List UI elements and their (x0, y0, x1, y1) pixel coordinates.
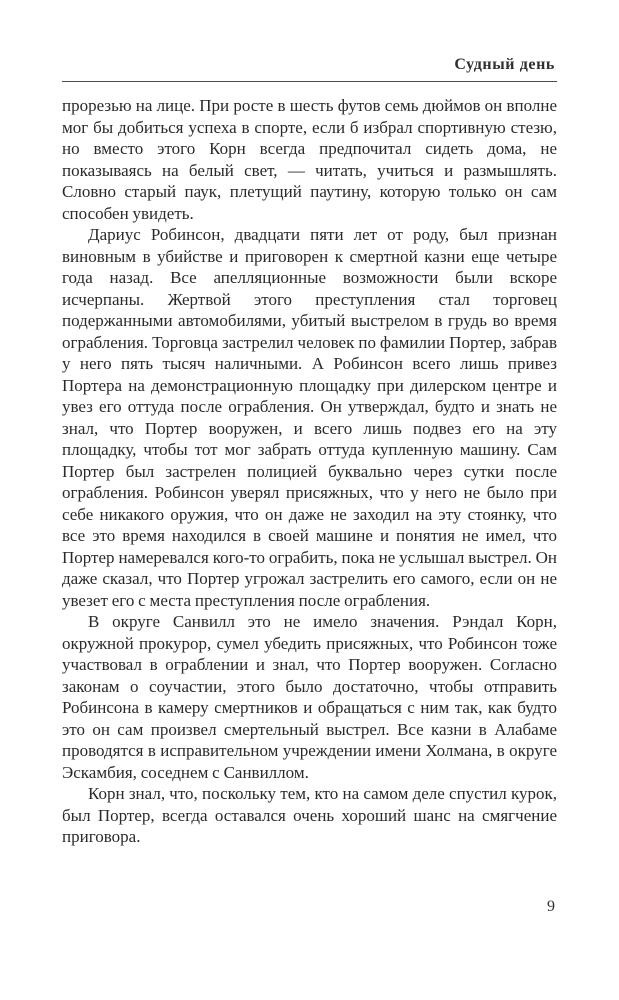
paragraph: Корн знал, что, поскольку тем, кто на самом деле спустил курок, был Портер, всегда оставался очень хороший шанс на смягчение приговора. (62, 784, 557, 846)
paragraph-continuation: прорезью на лице. При росте в шесть футов семь дюймов он вполне мог бы добиться успеха в спорте, если б избрал спортивную стезю, но вместо этого Корн всегда предпочитал сидеть дома, не показываясь на белый свет, — читать, учиться и размышлять. Словно старый паук, плетущий паутину, которую только он сам способен увидеть. (62, 96, 557, 223)
page-body (62, 95, 557, 848)
header-rule (62, 81, 557, 82)
paragraph: В округе Санвилл это не имело значения. Рэндал Корн, окружной прокурор, сумел убедить присяжных, что Робинсон тоже участвовал в ограблении и знал, что Портер вооружен. Согласно законам о соучастии, этого было достаточно, чтобы отправить Робинсона в камеру смертников и обращаться с ним так, как будто это он сам произвел смертельный выстрел. Все казни в Алабаме проводятся в исправительном учреждении имени Холмана, в округе Эскамбия, соседнем с Санвиллом. (62, 612, 557, 782)
paragraph: Дариус Робинсон, двадцати пяти лет от роду, был признан виновным в убийстве и приговорен к смертной казни еще четыре года назад. Все апелляционные возможности были вскоре исчерпаны. Жертвой этого преступления стал торговец подержанными автомобилями, убитый выстрелом в грудь во время ограбления. Торговца застрелил человек по фамилии Портер, забрав у него пять тысяч наличными. А Робинсон всего лишь привез Портера на демонстрационную площадку при дилерском центре и увез его оттуда после ограбления. Он утверждал, будто и знать не знал, что Портер вооружен, и всего лишь подвез его на эту площадку, чтобы тот мог забрать оттуда купленную машину. Сам Портер был застрелен полицией буквально через сутки после ограбления. Робинсон уверял присяжных, что у него не было при себе никакого оружия, что он даже не заходил на эту стоянку, что все это время находился в своей машине и понятия не имел, что Портер намеревался кого-то ограбить, пока не услышал выстрел. Он даже сказал, что Портер угрожал застрелить его самого, если он не увезет его с места преступления после ограбления. (62, 225, 557, 610)
page-number: 9 (547, 898, 555, 915)
running-header-title: Судный день (454, 56, 555, 73)
page-header (62, 56, 557, 82)
